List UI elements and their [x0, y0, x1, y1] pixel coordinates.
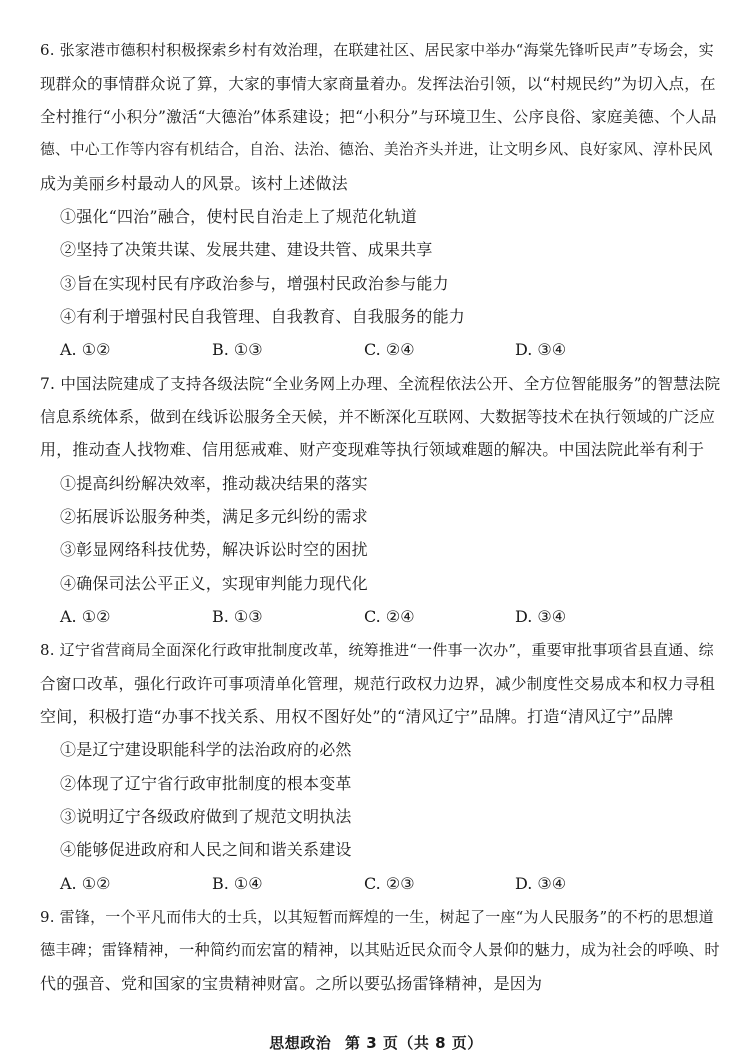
statement-item: ①强化“四治”融合，使村民自治走上了规范化轨道	[60, 207, 417, 226]
question-stem-line: 7. 中国法院建成了支持各级法院“全业务网上办理、全流程依法公开、全方位智能服务”的智慧法院	[40, 375, 721, 393]
statement-item: ②拓展诉讼服务种类，满足多元纠纷的需求	[60, 507, 368, 526]
question-stem-line: 信息系统体系，做到在线诉讼服务全天候，并不断深化互联网、大数据等技术在执行领域的广泛应	[40, 408, 716, 426]
question-stem-line: 全村推行“小积分”激活“大德治”体系建设；把“小积分”与环境卫生、公序良俗、家庭美德、个人品	[40, 108, 717, 126]
question-stem-line: 用，推动查人找物难、信用惩戒难、财产变现难等执行领域难题的解决。中国法院此举有利于	[40, 440, 705, 459]
statement-item: ②坚持了决策共谋、发展共建、建设共管、成果共享	[60, 240, 433, 259]
option-c: C. ②④	[364, 607, 415, 626]
option-b: B. ①④	[212, 874, 263, 893]
question-stem-line: 9. 雷锋，一个平凡而伟大的士兵，以其短暂而辉煌的一生，树起了一座“为人民服务”的不朽的思想道	[40, 908, 714, 926]
option-b: B. ①③	[212, 340, 263, 359]
answer-options	[60, 340, 712, 360]
question-stem-line: 德、中心工作等内容有机结合，自治、法治、德治、美治齐头并进，让文明乡风、良好家风、淳朴民风	[40, 141, 713, 158]
option-a: A. ①②	[60, 607, 111, 626]
option-d: D. ③④	[515, 874, 567, 893]
page-footer	[0, 1032, 752, 1053]
question-stem-line: 8. 辽宁省营商局全面深化行政审批制度改革，统筹推进“一件事一次办”，重要审批事项省县直通、综	[40, 641, 714, 659]
statement-item: ④确保司法公平正义，实现审判能力现代化	[60, 574, 368, 593]
option-b: B. ①③	[212, 607, 263, 626]
footer-subject: 思想政治	[269, 1034, 332, 1052]
option-d: D. ③④	[515, 607, 567, 626]
statement-item: ③旨在实现村民有序政治参与，增强村民政治参与能力	[60, 274, 449, 293]
option-a: A. ①②	[60, 340, 111, 359]
statement-item: ④有利于增强村民自我管理、自我教育、自我服务的能力	[60, 307, 466, 326]
question-stem-line: 合窗口改革，强化行政许可事项清单化管理，规范行政权力边界，减少制度性交易成本和权力寻租	[40, 675, 716, 693]
statement-item: ②体现了辽宁省行政审批制度的根本变革	[60, 774, 352, 793]
option-c: C. ②③	[364, 874, 415, 893]
statement-item: ①提高纠纷解决效率，推动裁决结果的落实	[60, 474, 368, 493]
statement-item: ③彰显网络科技优势，解决诉讼时空的困扰	[60, 540, 368, 559]
question-stem-line: 6. 张家港市德积村积极探索乡村有效治理，在联建社区、居民家中举办“海棠先锋听民声”专场会，实	[40, 41, 714, 59]
answer-options	[60, 607, 712, 627]
statement-item: ④能够促进政府和人民之间和谐关系建设	[60, 840, 352, 859]
footer-page-number: 第 3 页（共 8 页）	[344, 1034, 483, 1052]
question-stem-line: 代的强音、党和国家的宝贵精神财富。之所以要弘扬雷锋精神，是因为	[40, 974, 543, 993]
question-stem-line: 空间，积极打造“办事不找关系、用权不图好处”的“清风辽宁”品牌。打造“清风辽宁”品牌	[40, 707, 674, 726]
option-d: D. ③④	[515, 340, 567, 359]
question-stem-line: 德丰碑；雷锋精神，一种简约而宏富的精神，以其贴近民众而令人景仰的魅力，成为社会的呼唤、时	[40, 941, 720, 959]
option-a: A. ①②	[60, 874, 111, 893]
option-c: C. ②④	[364, 340, 415, 359]
question-stem-line: 现群众的事情群众说了算，大家的事情大家商量着办。发挥法治引领，以“村规民约”为切入点，在	[40, 75, 716, 93]
answer-options	[60, 874, 712, 894]
question-stem-line: 成为美丽乡村最动人的风景。该村上述做法	[40, 174, 348, 193]
statement-item: ①是辽宁建设职能科学的法治政府的必然	[60, 740, 352, 759]
statement-item: ③说明辽宁各级政府做到了规范文明执法	[60, 807, 352, 826]
